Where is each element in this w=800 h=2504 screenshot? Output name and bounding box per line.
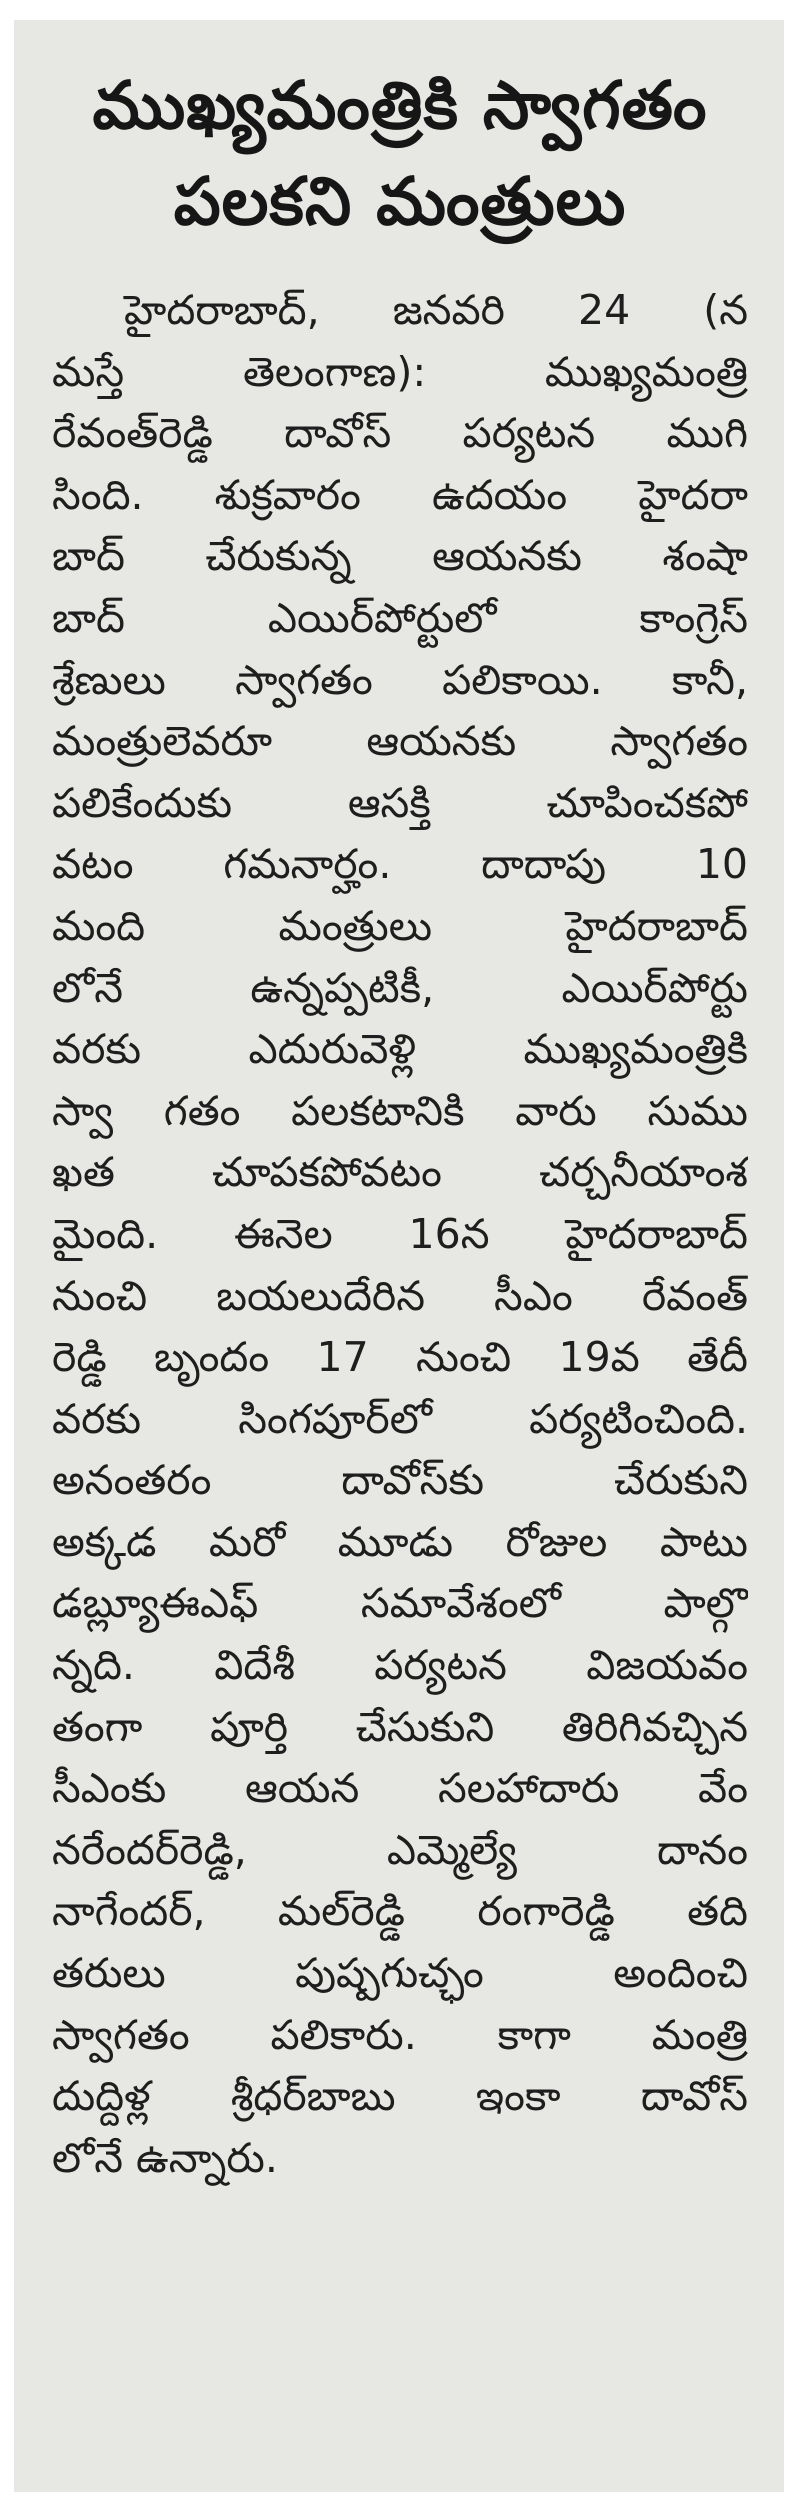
- article-line: తంగా పూర్తి చేసుకుని తిరిగివచ్చిన: [52, 1702, 748, 1751]
- article-line: స్వాగతం పలికారు. కాగా మంత్రి: [52, 2010, 748, 2059]
- article-line: ఖత చూపకపోవటం చర్చనీయాంశ: [52, 1148, 748, 1197]
- article-line: డబ్ల్యూఈఎఫ్ సమావేశంలో పాల్గొ: [52, 1579, 748, 1628]
- article-line: అక్కడ మరో మూడు రోజుల పాటు: [52, 1517, 748, 1566]
- article-line: లోనే ఉన్నప్పటికీ, ఎయిర్‌పోర్టు: [52, 963, 748, 1012]
- article-line: బాద్ చేరుకున్న ఆయనకు శంషా: [52, 532, 748, 581]
- article-line: స్వా గతం పలకటానికి వారు సుము: [52, 1086, 748, 1135]
- article-line: నరేందర్‌రెడ్డి, ఎమ్మెల్యే దానం: [52, 1825, 748, 1874]
- article-body: [52, 280, 748, 2189]
- article-line: వరకు సింగపూర్‌లో పర్యటించింది.: [52, 1394, 748, 1443]
- headline: [52, 58, 748, 250]
- article-line: మైంది. ఈనెల 16న హైదరాబాద్: [52, 1209, 748, 1258]
- article-line: శ్రేణులు స్వాగతం పలికాయి. కానీ,: [52, 655, 748, 704]
- article-line: న్నది. విదేశీ పర్యటన విజయవం: [52, 1641, 748, 1690]
- article-line: సింది. శుక్రవారం ఉదయం హైదరా: [52, 470, 748, 519]
- article-line: మంది మంత్రులు హైదరాబాద్: [52, 901, 748, 950]
- article-line: మస్తే తెలంగాణ): ముఖ్యమంత్రి: [52, 347, 748, 396]
- article-line: బాద్ ఎయిర్‌పోర్టులో కాంగ్రెస్: [52, 593, 748, 642]
- article-line: సీఎంకు ఆయన సలహాదారు వేం: [52, 1764, 748, 1813]
- article-line: హైదరాబాద్, జనవరి 24 (న: [124, 286, 748, 334]
- article-line: దుద్దిళ్ల శ్రీధర్‌బాబు ఇంకా దావోస్: [52, 2072, 748, 2121]
- headline-line: ముఖ్యమంత్రికి స్వాగతం: [92, 67, 708, 144]
- newspaper-clipping: [14, 20, 784, 2492]
- article-line: తరులు పుష్పగుచ్ఛం అందించి: [52, 1949, 748, 1998]
- article-line: పలికేందుకు ఆసక్తి చూపించకపో: [52, 778, 748, 827]
- article-line: నుంచి బయలుదేరిన సీఎం రేవంత్: [52, 1271, 748, 1320]
- article-line: నాగేందర్, మల్‌రెడ్డి రంగారెడ్డి తది: [52, 1887, 748, 1936]
- article-line: మంత్రులెవరూ ఆయనకు స్వాగతం: [52, 717, 748, 766]
- article-line: లోనే ఉన్నారు.: [52, 2133, 278, 2182]
- article-line: వటం గమనార్హం. దాదాపు 10: [52, 840, 748, 889]
- article-line: రేవంత్‌రెడ్డి దావోస్ పర్యటన ముగి: [52, 409, 748, 458]
- article-line: అనంతరం దావోస్‌కు చేరుకుని: [52, 1456, 748, 1505]
- headline-line: పలకని మంత్రులు: [173, 163, 627, 240]
- article-line: రెడ్డి బృందం 17 నుంచి 19వ తేదీ: [52, 1333, 748, 1382]
- article-line: వరకు ఎదురువెళ్లి ముఖ్యమంత్రికి: [52, 1025, 748, 1074]
